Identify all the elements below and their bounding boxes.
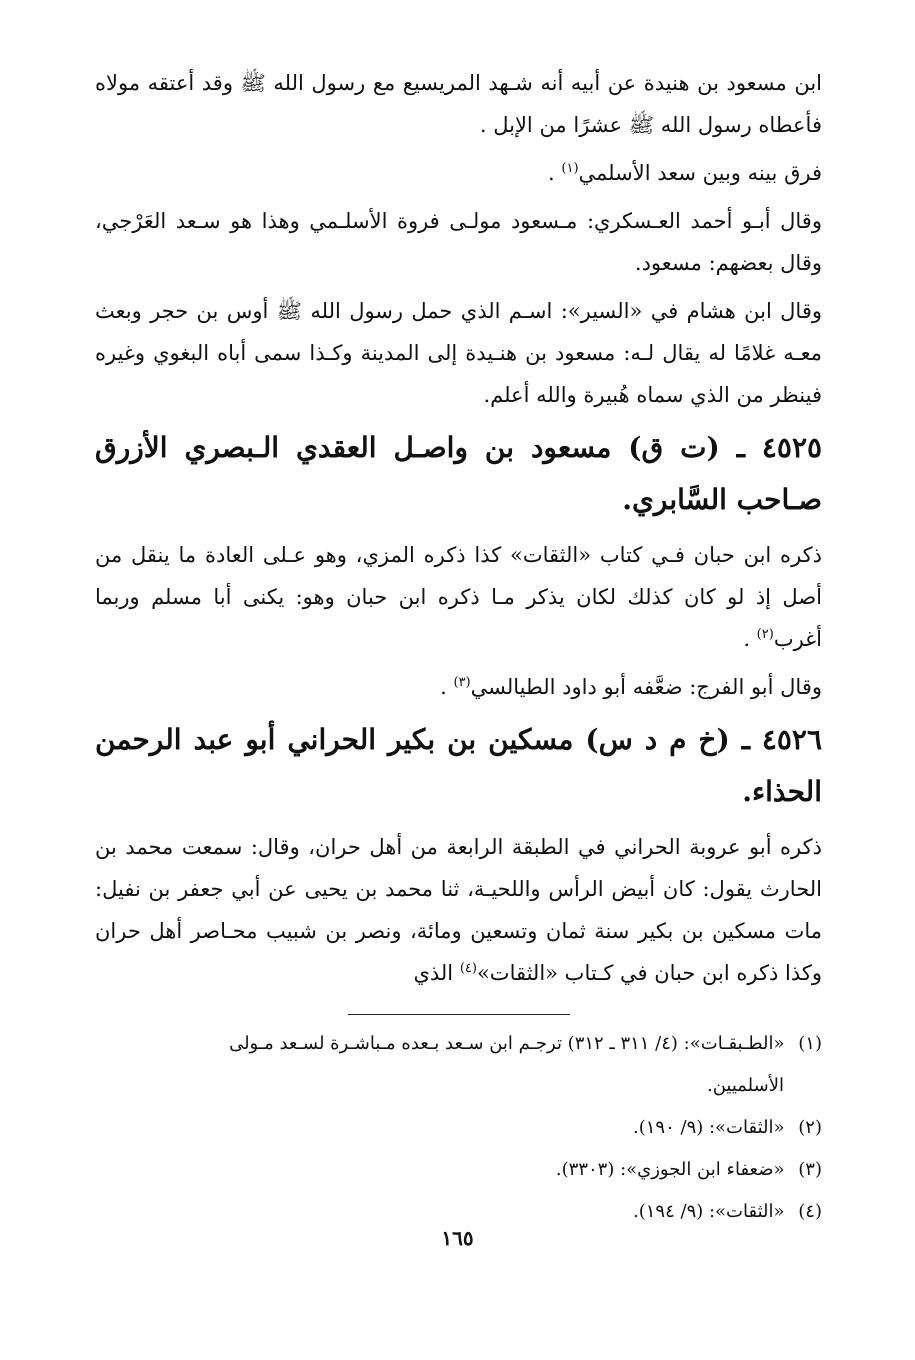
paragraph	[95, 826, 822, 994]
page-body	[95, 62, 822, 1235]
footnote-marker[interactable]: (١)	[561, 161, 579, 176]
paragraph-end: .	[743, 627, 757, 651]
paragraph-text: وقال أبو الفرج: ضعَّفه أبو داود الطيالسي	[470, 675, 822, 699]
footnote-marker[interactable]: (٤)	[459, 961, 477, 976]
footnote-continuation: الأسلميين.	[706, 1075, 784, 1096]
paragraph	[95, 666, 822, 708]
entry-number: ٤٥٢٦	[761, 723, 822, 756]
footnote-text: «الثقات»: (٩/ ١٩٠).	[633, 1117, 785, 1138]
paragraph-text: فرق بينه وبين سعد الأسلمي	[578, 161, 822, 185]
paragraph-end: .	[440, 675, 454, 699]
entry-heading	[95, 422, 822, 526]
footnote-marker[interactable]: (٣)	[453, 675, 471, 690]
footnote	[95, 1109, 822, 1147]
paragraph-end: الذي	[413, 961, 460, 985]
footnotes	[95, 1025, 822, 1231]
footnote-text: «ضعفاء ابن الجوزي»: (٣٣٠٣).	[555, 1159, 785, 1180]
footnote	[95, 1151, 822, 1189]
paragraph: ابن مسعود بن هنيدة عن أبيه أنه شـهد المريسيع مع رسول الله ﷺ وقد أعتقه مولاه فأعطاه رسول الله ﷺ عشرًا من الإبل .	[95, 71, 822, 137]
entry-title: ـ (ت ق) مسعود بن واصـل العقدي الـبصري الأزرق صـاحب السَّابري.	[95, 431, 822, 516]
paragraph-end: .	[548, 161, 562, 185]
paragraph: وقال ابن هشام في «السير»: اسـم الذي حمل رسول الله ﷺ أوس بن حجر وبعث معـه غلامًا له يقال لـه: مسعود بن هنـيدة إلى المدينة وكـذا سمى أباه البغوي وغيره فينظر من الذي سماه هُبيرة والله أعلم.	[95, 299, 822, 407]
paragraph-text: ذكره أبو عروبة الحراني في الطبقة الرابعة من أهل حران، وقال: سمعت محمد بن الحارث يقول: كان أبيض الرأس واللحيـة، ثنا محمد بن يحيى عن أبي جعفر بن نفيل: مات مسكين بن بكير سنة ثمان وتسعين ومائة، ونصر بن شبيب محـاصر أهل حران وكذا ذكره ابن حبان في كـتاب «الثقات»	[95, 835, 822, 985]
footnote-text: «الطـبقـات»: (٤/ ٣١١ ـ ٣١٢) ترجـم ابن سـعد بـعده مـباشـرة لسـعد مـولى	[229, 1033, 785, 1054]
footnote-text: «الثقات»: (٩/ ١٩٤).	[633, 1201, 785, 1222]
paragraph	[95, 534, 822, 660]
paragraph	[95, 152, 822, 194]
paragraph-text: ذكره ابن حبان فـي كتاب «الثقات» كذا ذكره المزي، وهو عـلى العادة ما ينقل من أصل إذ لو كان كذلك لكان يذكر مـا ذكره ابن حبان وهو: يكنى أبا مسلم وربما أغرب	[95, 543, 822, 651]
entry-heading	[95, 714, 822, 818]
entry-title: ـ (خ م د س) مسكين بن بكير الحراني أبو عبد الرحمن الحذاء.	[95, 723, 822, 808]
footnote-number: (١)	[798, 1033, 822, 1054]
footnote-separator-wrap	[95, 1000, 822, 1025]
footnote-marker[interactable]: (٢)	[756, 627, 774, 642]
footnote-number: (٣)	[798, 1159, 822, 1180]
paragraph: وقال أبـو أحمد العـسكري: مـسعود مولـى فروة الأسلـمي وهذا هو سـعد العَرْجي، وقال بعضهم: مسعود.	[95, 209, 822, 275]
entry-number: ٤٥٢٥	[761, 431, 823, 464]
page-number: ١٦٥	[441, 1226, 474, 1250]
footnote	[95, 1025, 822, 1063]
footnote-number: (٢)	[798, 1117, 822, 1138]
footnote-separator	[348, 1014, 570, 1015]
footnote-number: (٤)	[798, 1201, 822, 1222]
